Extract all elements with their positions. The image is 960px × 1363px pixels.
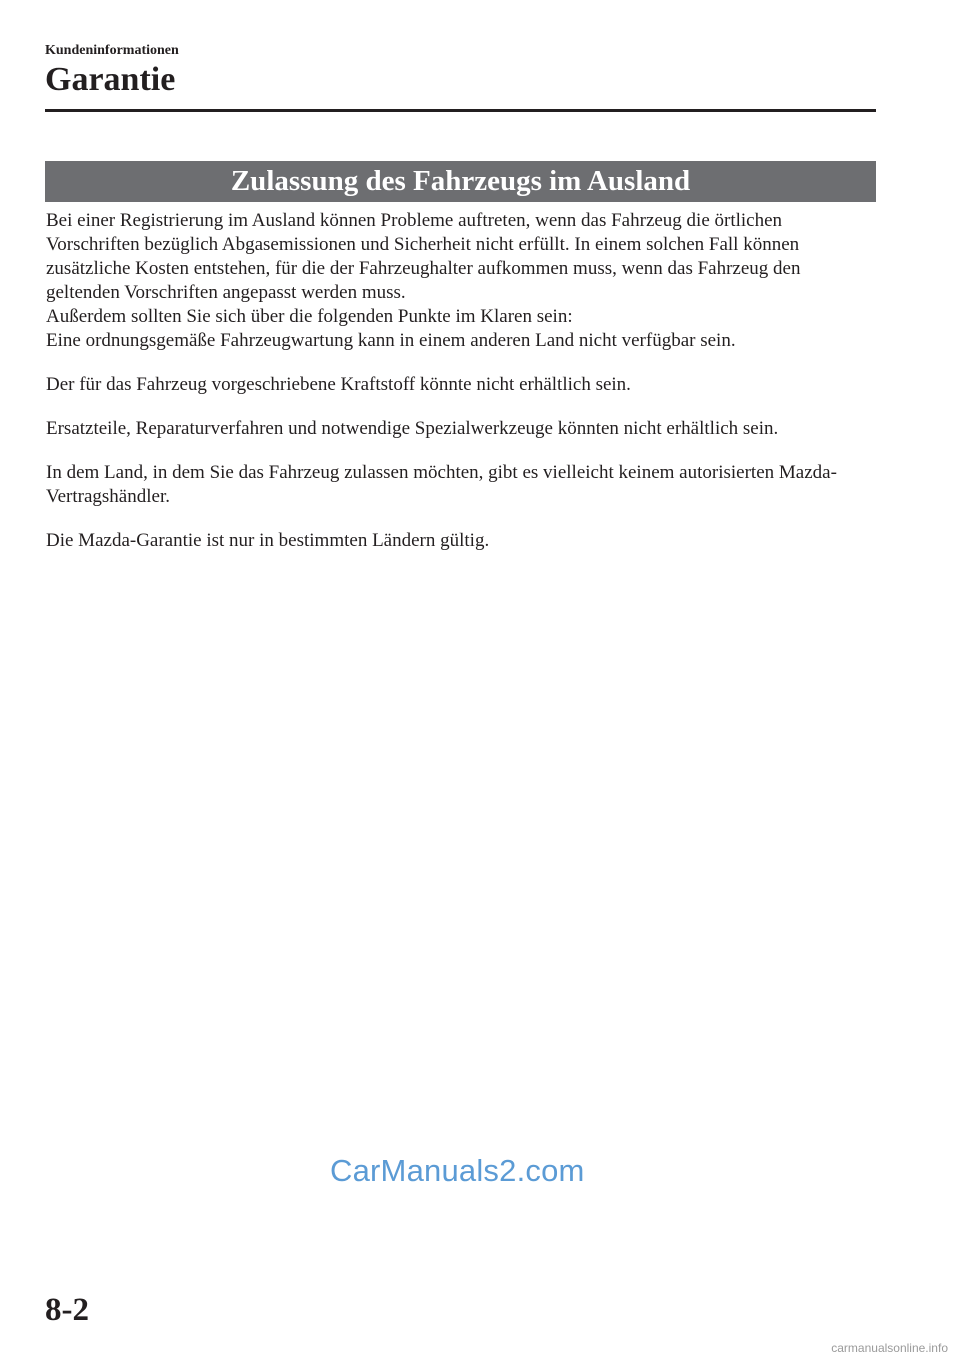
chapter-title: Garantie (45, 61, 176, 98)
footer-url[interactable]: carmanualsonline.info (831, 1341, 948, 1355)
point-warranty: Die Mazda-Garantie ist nur in bestimmten Ländern gültig. (46, 530, 490, 551)
watermark: CarManuals2.com (330, 1153, 585, 1188)
body-text (46, 209, 876, 553)
point-dealer: In dem Land, in dem Sie das Fahrzeug zulassen möchten, gibt es vielleicht keinem autorisierten Mazda-Vertragshändler. (46, 462, 837, 507)
header-rule (45, 109, 876, 112)
section-title: Zulassung des Fahrzeugs im Ausland (45, 161, 876, 202)
point-spare-parts: Ersatzteile, Reparaturverfahren und notwendige Spezialwerkzeuge könnten nicht erhältlich sein. (46, 418, 779, 439)
running-header: Kundeninformationen (45, 43, 179, 58)
points-intro: Außerdem sollten Sie sich über die folgenden Punkte im Klaren sein: (46, 306, 573, 327)
point-fuel: Der für das Fahrzeug vorgeschriebene Kraftstoff könnte nicht erhältlich sein. (46, 374, 631, 395)
page-number: 8-2 (45, 1292, 89, 1328)
point-maintenance: Eine ordnungsgemäße Fahrzeugwartung kann in einem anderen Land nicht verfügbar sein. (46, 330, 736, 351)
intro-paragraph: Bei einer Registrierung im Ausland können Probleme auftreten, wenn das Fahrzeug die örtlichen Vorschriften bezüglich Abgasemissionen und Sicherheit nicht erfüllt. In einem solchen Fall können zusätzliche Kosten entstehen, für die der Fahrzeughalter aufkommen muss, wenn das Fahrzeug den geltenden Vorschriften angepasst werden muss. (46, 210, 801, 303)
